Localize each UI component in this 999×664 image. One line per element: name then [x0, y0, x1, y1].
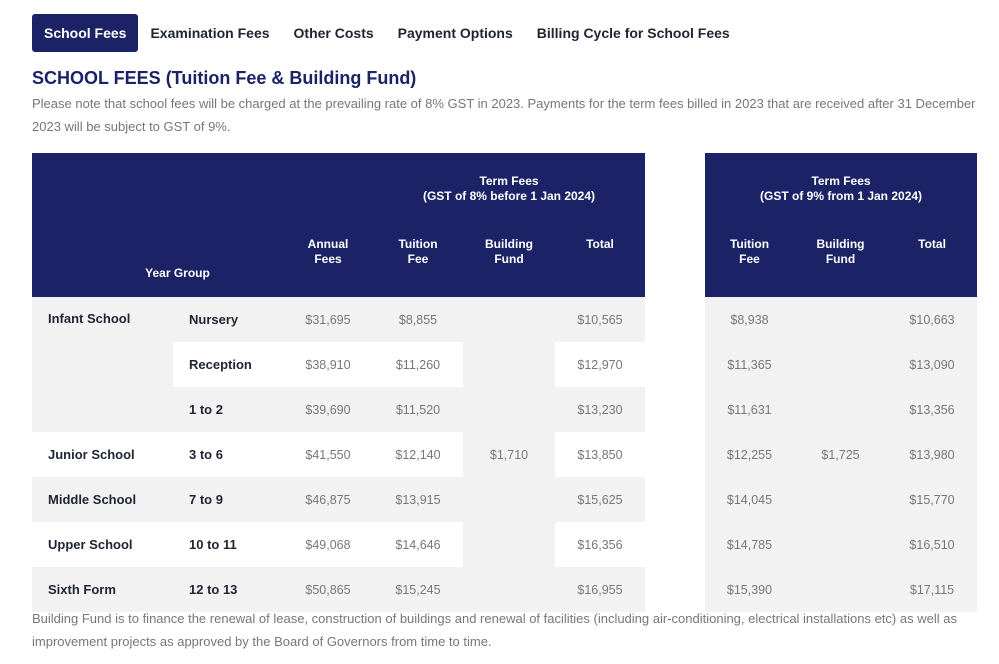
annual-fee-value: $41,550 — [283, 432, 373, 477]
tab-examination-fees[interactable]: Examination Fees — [150, 25, 270, 41]
total-value: $16,955 — [555, 567, 645, 612]
tuition-fee-value: $12,140 — [373, 432, 463, 477]
year-group-header: Year Group — [32, 153, 283, 297]
tuition-fee-value: $11,520 — [373, 387, 463, 432]
tuition-fee-value: $11,365 — [705, 342, 794, 387]
table-row — [32, 297, 645, 342]
total-value: $15,770 — [887, 477, 977, 522]
annual-fee-value: $38,910 — [283, 342, 373, 387]
annual-fee-value: $31,695 — [283, 297, 373, 342]
year-label: Reception — [173, 342, 283, 387]
total-value: $16,510 — [887, 522, 977, 567]
total-value: $16,356 — [555, 522, 645, 567]
school-label: Sixth Form — [32, 567, 173, 612]
tuition-fee-value: $14,045 — [705, 477, 794, 522]
tuition-fee-value: $14,646 — [373, 522, 463, 567]
school-label: Middle School — [32, 477, 173, 522]
total-value: $13,230 — [555, 387, 645, 432]
year-label: Nursery — [173, 297, 283, 342]
tab-payment-options[interactable]: Payment Options — [397, 25, 513, 41]
tuition-fee-value: $8,855 — [373, 297, 463, 342]
year-label: 12 to 13 — [173, 567, 283, 612]
tuition-fee-header: Tuition Fee — [373, 221, 463, 297]
annual-fees-header: Annual Fees — [283, 221, 373, 297]
school-label: Junior School — [32, 432, 173, 477]
total-value: $13,356 — [887, 387, 977, 432]
year-label: 3 to 6 — [173, 432, 283, 477]
total-header: Total — [887, 221, 977, 297]
tuition-fee-value: $15,245 — [373, 567, 463, 612]
building-fund-value: $1,710 — [463, 297, 555, 612]
term-fees-header-2023: Term Fees (GST of 8% before 1 Jan 2024) — [373, 153, 645, 221]
tuition-fee-value: $14,785 — [705, 522, 794, 567]
total-value: $10,663 — [887, 297, 977, 342]
building-fund-header: Building Fund — [463, 221, 555, 297]
annual-fee-value: $49,068 — [283, 522, 373, 567]
tab-billing-cycle[interactable]: Billing Cycle for School Fees — [536, 25, 730, 41]
tuition-fee-value: $11,260 — [373, 342, 463, 387]
section-title: SCHOOL FEES (Tuition Fee & Building Fund) — [32, 68, 417, 88]
tuition-fee-value: $15,390 — [705, 567, 794, 612]
fee-tabs — [32, 14, 742, 52]
building-fund-header: Building Fund — [794, 221, 887, 297]
tuition-fee-header: Tuition Fee — [705, 221, 794, 297]
fees-table-2024 — [705, 153, 977, 612]
total-value: $13,090 — [887, 342, 977, 387]
year-label: 7 to 9 — [173, 477, 283, 522]
school-label: Upper School — [32, 522, 173, 567]
year-label: 1 to 2 — [173, 387, 283, 432]
total-header: Total — [555, 221, 645, 297]
annual-fee-value: $50,865 — [283, 567, 373, 612]
tab-school-fees[interactable]: School Fees — [32, 14, 138, 52]
tuition-fee-value: $12,255 — [705, 432, 794, 477]
school-label: Infant School — [32, 297, 173, 432]
total-value: $17,115 — [887, 567, 977, 612]
table-row — [705, 297, 977, 342]
total-value: $12,970 — [555, 342, 645, 387]
tuition-fee-value: $8,938 — [705, 297, 794, 342]
total-value: $13,980 — [887, 432, 977, 477]
annual-fee-value: $39,690 — [283, 387, 373, 432]
gst-note: Please note that school fees will be charged at the prevailing rate of 8% GST in 2023. Payments for the term fees billed in 2023 that are received after 31 December 2023 will be subject to GST of 9%. — [32, 96, 976, 134]
total-value: $13,850 — [555, 432, 645, 477]
fees-table-2023 — [32, 153, 645, 612]
tuition-fee-value: $13,915 — [373, 477, 463, 522]
total-value: $10,565 — [555, 297, 645, 342]
tuition-fee-value: $11,631 — [705, 387, 794, 432]
term-fees-header-2024: Term Fees (GST of 9% from 1 Jan 2024) — [705, 153, 977, 221]
tab-other-costs[interactable]: Other Costs — [293, 25, 374, 41]
building-fund-note: Building Fund is to finance the renewal of lease, construction of buildings and renewal of facilities (including air-conditioning, electrical installations etc) as well as improvement projects as approved by the Board of Governors from time to time. — [32, 611, 957, 649]
year-label: 10 to 11 — [173, 522, 283, 567]
total-value: $15,625 — [555, 477, 645, 522]
building-fund-value: $1,725 — [794, 297, 887, 612]
annual-fee-value: $46,875 — [283, 477, 373, 522]
